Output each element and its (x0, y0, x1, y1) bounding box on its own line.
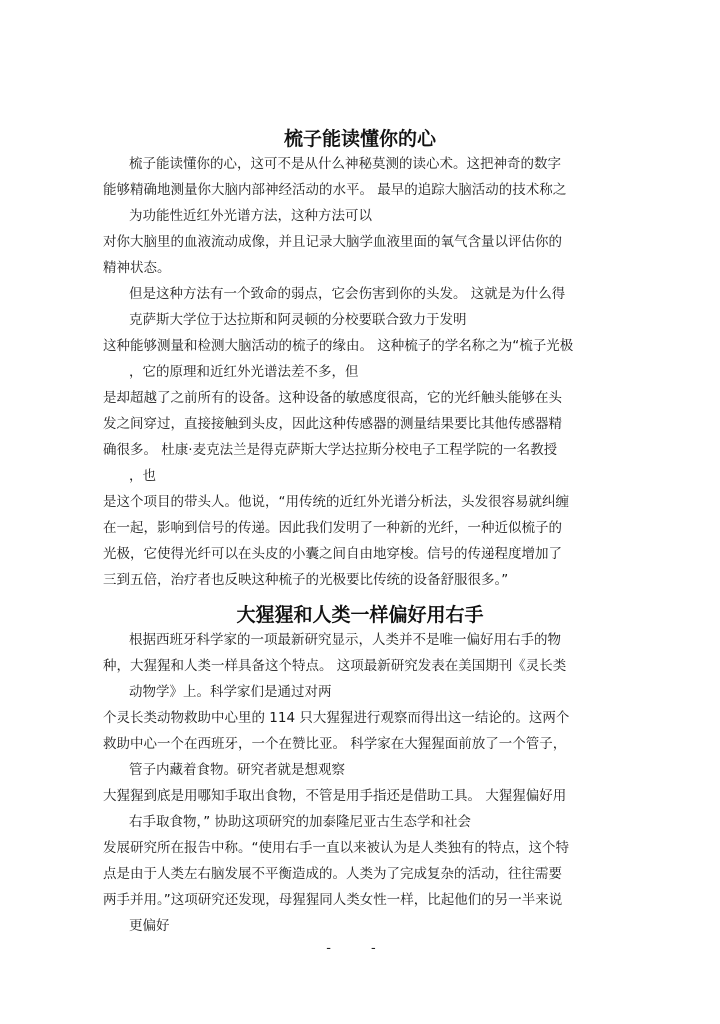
article-2-title: 大猩猩和人类一样偏好用右手 (236, 604, 484, 626)
article-1-line: 但是这种方法有一个致命的弱点，它会伤害到你的头发。 这就是为什么得 (129, 286, 566, 302)
article-1-line: 精神状态。 (103, 260, 171, 276)
article-1-line: 是这个项目的带头人。他说，“用传统的近红外光谱分析法，头发很容易就纠缠 (103, 494, 569, 510)
article-1-line: 在一起，影响到信号的传递。因此我们发明了一种新的光纤，一种近似梳子的 (103, 520, 562, 536)
article-2-line: 更偏好 (129, 918, 170, 934)
article-2-line: 大猩猩到底是用哪知手取出食物，不管是用手指还是借助工具。 大猩猩偏好用 (103, 788, 567, 804)
article-1-line: ，它的原理和近红外光谱法差不多，但 (129, 364, 359, 380)
article-1-line: 梳子能读懂你的心，这可不是从什么神秘莫测的读心术。这把神奇的数字 (129, 156, 561, 172)
article-1-line: 这种能够测量和检测大脑活动的梳子的缘由。 这种梳子的学名称之为“梳子光极 (103, 338, 574, 354)
article-2-line: 右手取食物，” 协助这项研究的加泰隆尼亚古生态学和社会 (129, 814, 472, 830)
article-1-line: 三到五倍，治疗者也反映这种梳子的光极要比传统的设备舒服很多。” (103, 572, 509, 588)
article-2-line: 两手并用。”这项研究还发现，母猩猩同人类女性一样，比起他们的另一半来说 (103, 892, 563, 908)
article-1-line: ，也 (129, 468, 156, 484)
article-1-line: 光极，它使得光纤可以在头皮的小囊之间自由地穿梭。信号的传递程度增加了 (103, 546, 562, 562)
article-1-line: 是却超越了之前所有的设备。这种设备的敏感度很高，它的光纤触头能够在头 (103, 390, 562, 406)
article-1-line: 确很多。 杜康·麦克法兰是得克萨斯大学达拉斯分校电子工程学院的一名教授 (103, 442, 558, 458)
article-1-line: 发之间穿过，直接接触到头皮，因此这种传感器的测量结果要比其他传感器精 (103, 416, 562, 432)
article-1-line: 能够精确地测量你大脑内部神经活动的水平。 最早的追踪大脑活动的技术称之 (103, 182, 567, 198)
article-2-line: 发展研究所在报告中称。“使用右手一直以来被认为是人类独有的特点，这个特 (103, 840, 569, 856)
article-1-line: 克萨斯大学位于达拉斯和阿灵顿的分校要联合致力于发明 (129, 312, 467, 328)
article-2-line: 个灵长类动物救助中心里的 114 只大猩猩进行观察而得出这一结论的。这两个 (103, 710, 570, 726)
article-2-line: 点是由于人类左右脑发展不平衡造成的。人类为了完成复杂的活动，往往需要 (103, 866, 562, 882)
article-1-line: 为功能性近红外光谱方法，这种方法可以 (129, 208, 372, 224)
article-2-line: 管子内藏着食物。研究者就是想观察 (129, 762, 345, 778)
article-1-line: 对你大脑里的血液流动成像，并且记录大脑学血液里面的氧气含量以评估你的 (103, 234, 562, 250)
article-1-title: 梳子能读懂你的心 (283, 128, 436, 150)
page-footer-mark: - - (326, 941, 394, 956)
article-2-line: 动物学》上。科学家们是通过对两 (129, 684, 332, 700)
article-2-line: 根据西班牙科学家的一项最新研究显示，人类并不是唯一偏好用右手的物 (129, 632, 561, 648)
article-2-line: 救助中心一个在西班牙，一个在赞比亚。 科学家在大猩猩面前放了一个管子， (103, 736, 567, 752)
article-2-line: 种，大猩猩和人类一样具备这个特点。 这项最新研究发表在美国期刊《灵长类 (103, 658, 567, 674)
